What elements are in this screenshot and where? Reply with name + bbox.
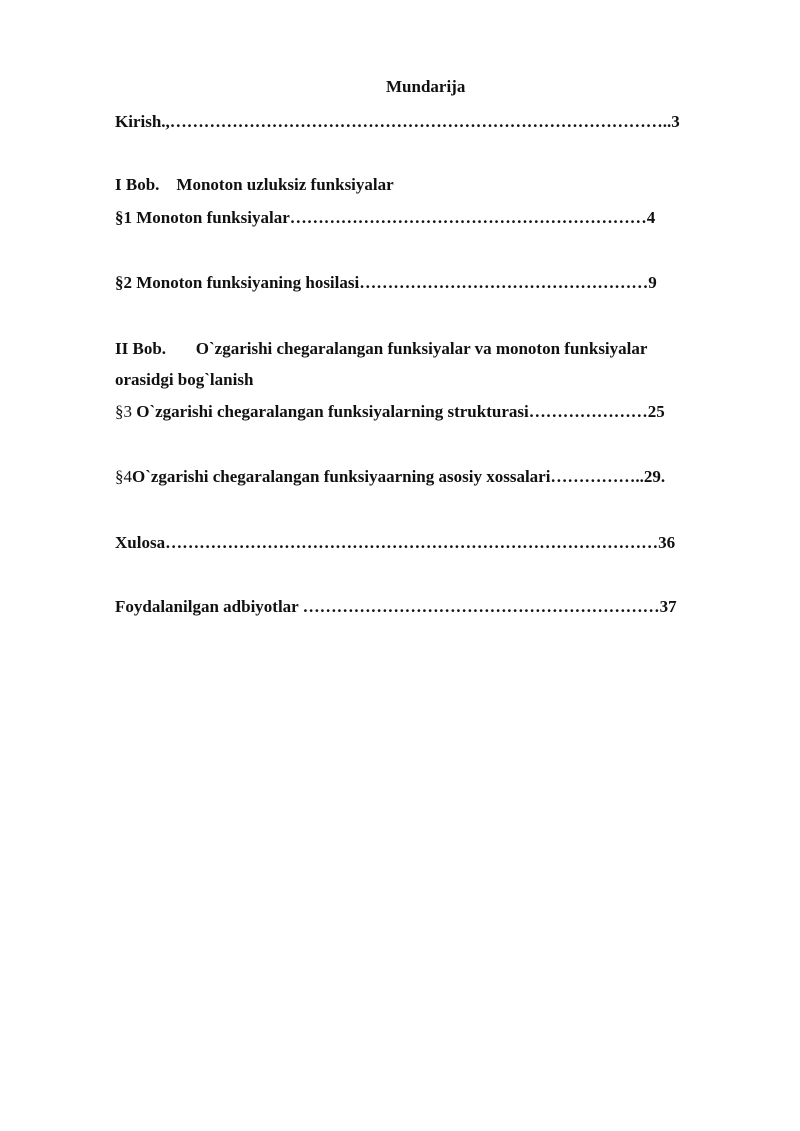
toc-entry-section-1: §1 Monoton funksiyalar………………………………………………………4 <box>115 208 656 227</box>
chapter-heading-1: I Bob. Monoton uzluksiz funksiyalar <box>115 175 394 194</box>
toc-entry-section-3 <box>115 402 665 422</box>
section-sign-4: §4 <box>115 467 132 486</box>
chapter-heading-2: II Bob. O`zgarishi chegaralangan funksiyalar va monoton funksiyalar <box>115 339 648 358</box>
toc-entry-section-4 <box>115 467 665 487</box>
toc-entry-references: Foydalanilgan adbiyotlar ………………………………………………………37 <box>115 597 677 616</box>
toc-entry-section-4-text: O`zgarishi chegaralangan funksiyaarning asosiy xossalari……………..29. <box>132 467 666 486</box>
chapter-heading-2-continued: orasidgi bog`lanish <box>115 370 254 389</box>
section-sign-3: §3 <box>115 402 132 421</box>
toc-entry-introduction: Kirish.,……………………………………………………………………………..3 <box>115 112 680 131</box>
toc-entry-section-2: §2 Monoton funksiyaning hosilasi……………………………………………9 <box>115 273 657 292</box>
toc-entry-conclusion: Xulosa……………………………………………………………………………36 <box>115 533 676 552</box>
toc-entry-section-3-text: O`zgarishi chegaralangan funksiyalarning strukturasi…………………25 <box>132 402 665 421</box>
page-title: Mundarija <box>386 77 466 96</box>
